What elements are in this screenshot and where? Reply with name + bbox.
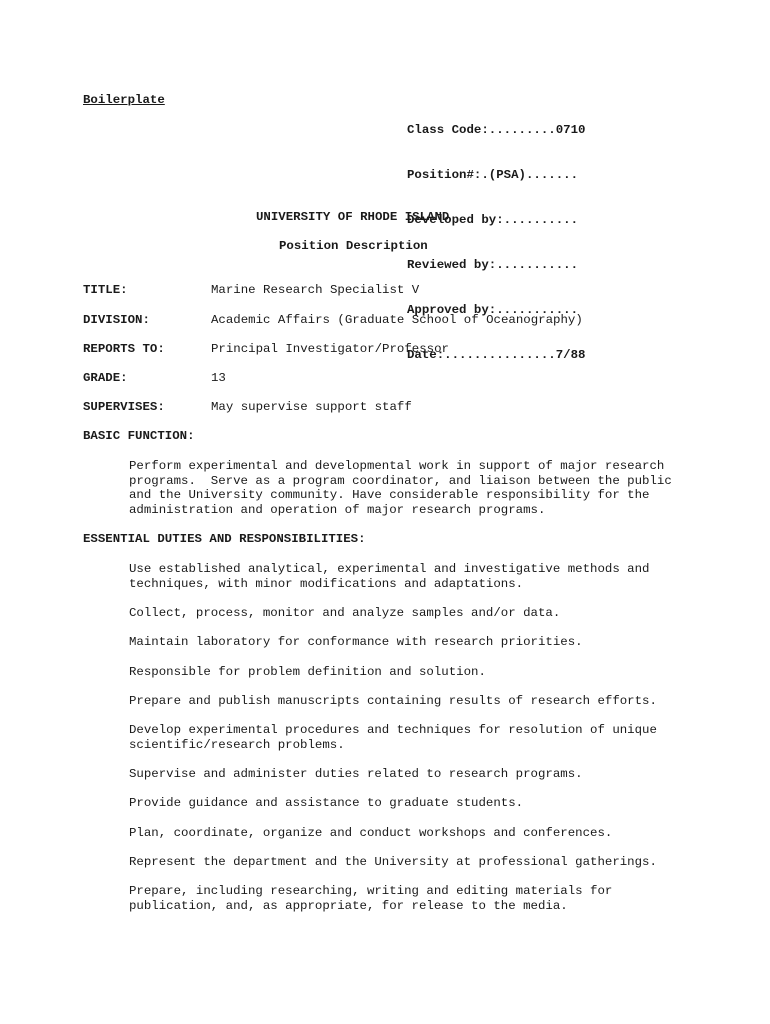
field-label-reports-to: REPORTS TO: xyxy=(83,342,165,356)
field-value-supervises: May supervise support staff xyxy=(211,400,412,414)
header-field-date: Date:...............7/88 xyxy=(407,348,586,362)
duties-heading: ESSENTIAL DUTIES AND RESPONSIBILITIES: xyxy=(83,532,366,546)
duty-item: Provide guidance and assistance to graduate students. xyxy=(129,796,524,810)
field-value-grade: 13 xyxy=(211,371,226,385)
duty-item: Prepare, including researching, writing and editing materials for publication, and, as appropriate, for release to the media. xyxy=(129,884,613,913)
header-field-position: Position#:.(PSA)....... xyxy=(407,168,579,182)
duty-item: Supervise and administer duties related to research programs. xyxy=(129,767,583,781)
duty-item: Use established analytical, experimental and investigative methods and techniques, with minor modifications and adaptations. xyxy=(129,562,650,591)
basic-function-heading: BASIC FUNCTION: xyxy=(83,429,195,443)
field-value-reports-to: Principal Investigator/Professor xyxy=(211,342,449,356)
duty-item: Plan, coordinate, organize and conduct workshops and conferences. xyxy=(129,826,613,840)
header-field-reviewed-by: Reviewed by:........... xyxy=(407,258,579,272)
duty-item: Collect, process, monitor and analyze samples and/or data. xyxy=(129,606,561,620)
university-title: UNIVERSITY OF RHODE ISLAND xyxy=(256,210,450,224)
header-field-class-code: Class Code:.........0710 xyxy=(407,123,586,137)
duty-item: Maintain laboratory for conformance with research priorities. xyxy=(129,635,583,649)
basic-function-text: Perform experimental and developmental work in support of major research programs. Serve as a program coordinator, and liaison between the public and the University community. Have considerable responsibility for the administration and operation of major research programs. xyxy=(129,459,672,518)
duty-item: Responsible for problem definition and solution. xyxy=(129,665,486,679)
position-description-title: Position Description xyxy=(279,239,428,253)
duty-item: Prepare and publish manuscripts containing results of research efforts. xyxy=(129,694,657,708)
header-fields xyxy=(407,93,585,378)
field-label-division: DIVISION: xyxy=(83,313,150,327)
field-value-division: Academic Affairs (Graduate School of Oceanography) xyxy=(211,313,583,327)
field-label-title: TITLE: xyxy=(83,283,128,297)
duty-item: Represent the department and the University at professional gatherings. xyxy=(129,855,657,869)
header-field-developed-by: Developed by:.......... xyxy=(407,213,579,227)
field-label-grade: GRADE: xyxy=(83,371,128,385)
field-label-supervises: SUPERVISES: xyxy=(83,400,165,414)
field-value-title: Marine Research Specialist V xyxy=(211,283,420,297)
header-field-approved-by: Approved by:........... xyxy=(407,303,579,317)
duty-item: Develop experimental procedures and techniques for resolution of unique scientific/research problems. xyxy=(129,723,657,752)
doc-label: Boilerplate xyxy=(83,93,165,107)
